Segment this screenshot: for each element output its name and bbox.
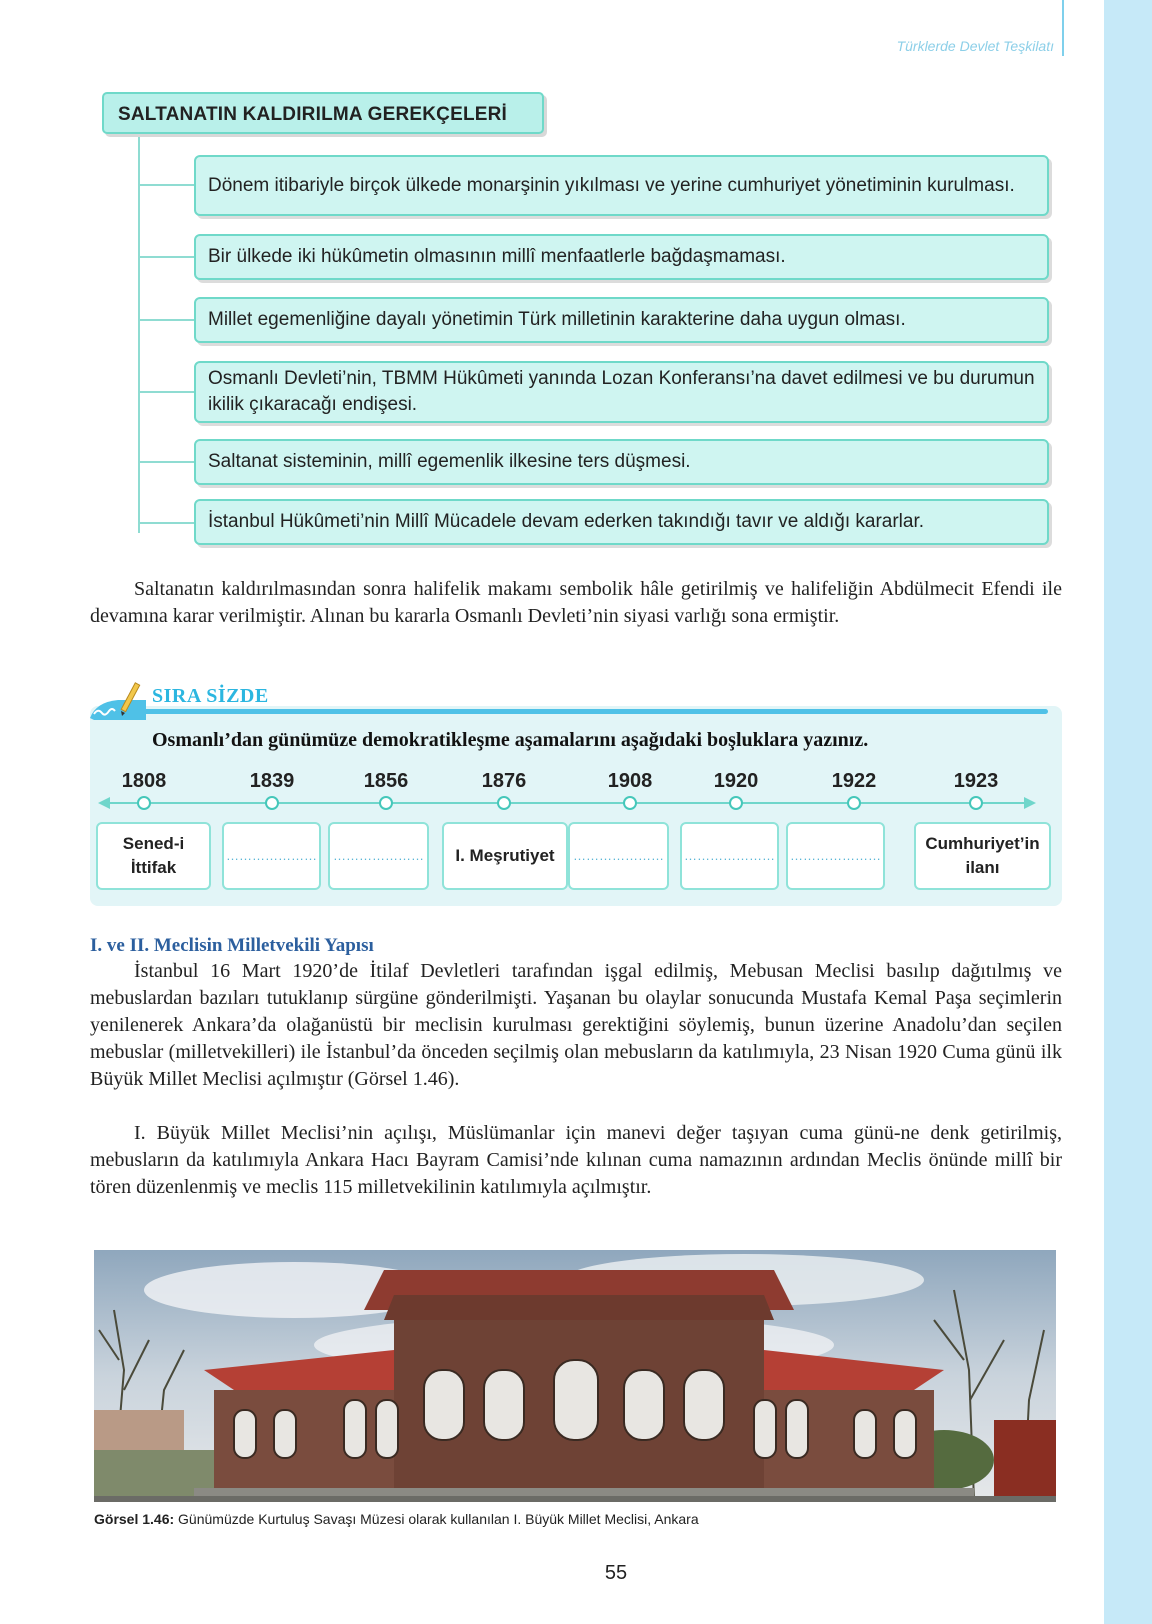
figure-label: Görsel 1.46: bbox=[94, 1511, 175, 1527]
reason-text: Saltanat sisteminin, millî egemenlik ilkesine ters düşmesi. bbox=[208, 451, 691, 472]
timeline-year: 1923 bbox=[953, 770, 999, 792]
timeline-arrow-right bbox=[1024, 797, 1036, 809]
activity-question: Osmanlı’dan günümüze demokratikleşme aşamalarını aşağıdaki boşluklara yazınız. bbox=[152, 729, 869, 751]
timeline-dot bbox=[729, 796, 743, 810]
timeline-dot bbox=[497, 796, 511, 810]
diagram-branch bbox=[139, 319, 194, 321]
timeline-blank-answer[interactable]: ………………… bbox=[680, 822, 779, 890]
body-paragraph bbox=[90, 1120, 1062, 1201]
democratization-timeline bbox=[96, 766, 1040, 906]
diagram-branch bbox=[139, 522, 194, 524]
timeline-dot bbox=[969, 796, 983, 810]
body-paragraph-text: İstanbul 16 Mart 1920’de İtilaf Devletleri tarafından işgal edilmiş, Mebusan Meclisi basılıp dağıtılmış ve mebuslardan bazıları tutuklanıp sürgüne gönderilmişti. Yaşanan bu olaylar sonucunda Mustafa Kemal Paşa seçimlerin yenilenerek Ankara’da olağanüstü bir meclisin kurulması gerektiğini söylemiş, bunun üzerine Anadolu’dan seçilen mebuslar (milletvekilleri) ile İstanbul’da önceden seçilmiş olan mebusların da katılımıyla, 23 Nisan 1920 Cuma günü ilk Büyük Millet Meclisi açılmıştır (Görsel 1.46). bbox=[90, 960, 1062, 1090]
timeline-year: 1808 bbox=[121, 770, 167, 792]
reason-text: Osmanlı Devleti’nin, TBMM Hükûmeti yanında Lozan Konferansı’na davet edilmesi ve bu durumun ikilik çıkaracağı endişesi. bbox=[208, 368, 1035, 415]
diagram-branch bbox=[139, 391, 194, 393]
timeline-event: I. Meşrutiyet bbox=[442, 822, 568, 890]
timeline-dot bbox=[379, 796, 393, 810]
timeline-blank-answer[interactable]: ………………… bbox=[328, 822, 429, 890]
reason-text: Millet egemenliğine dayalı yönetimin Türk milletinin karakterine daha uygun olması. bbox=[208, 309, 906, 330]
timeline-year: 1856 bbox=[363, 770, 409, 792]
timeline-dot bbox=[265, 796, 279, 810]
reason-item bbox=[194, 361, 1049, 423]
reason-item bbox=[194, 499, 1049, 545]
reason-text: Bir ülkede iki hükûmetin olmasının millî menfaatlerle bağdaşmaması. bbox=[208, 246, 786, 267]
timeline-event: Sened-i İttifak bbox=[96, 822, 211, 890]
diagram-branch bbox=[139, 256, 194, 258]
timeline-dot bbox=[137, 796, 151, 810]
diagram-title: SALTANATIN KALDIRILMA GEREKÇELERİ bbox=[102, 92, 544, 134]
diagram-trunk bbox=[138, 134, 140, 533]
activity-rule bbox=[96, 709, 1048, 714]
timeline-year: 1922 bbox=[831, 770, 877, 792]
running-header: Türklerde Devlet Teşkilatı bbox=[896, 38, 1054, 54]
timeline-arrow-left bbox=[98, 797, 110, 809]
body-paragraph-text: I. Büyük Millet Meclisi’nin açılışı, Müslümanlar için manevi değer taşıyan cuma günü-ne denk getirilmiş, mebusların da katılımıyla Ankara Hacı Bayram Camisi’nde kılınan cuma namazının ardından Meclis önünde millî bir tören düzenlenmiş ve meclis 115 milletvekilinin katılımıyla açılmıştır. bbox=[90, 1122, 1062, 1198]
reason-item bbox=[194, 155, 1049, 216]
timeline-dot bbox=[847, 796, 861, 810]
body-paragraph bbox=[90, 576, 1062, 630]
timeline-event: Cumhuriyet’in ilanı bbox=[914, 822, 1051, 890]
timeline-axis bbox=[108, 802, 1024, 804]
figure-caption bbox=[94, 1511, 699, 1527]
activity-label: SIRA SİZDE bbox=[152, 685, 269, 707]
timeline-year: 1839 bbox=[249, 770, 295, 792]
reason-text: Dönem itibariyle birçok ülkede monarşinin yıkılması ve yerine cumhuriyet yönetiminin kurulması. bbox=[208, 174, 1015, 196]
section-heading: I. ve II. Meclisin Milletvekili Yapısı bbox=[90, 935, 374, 956]
timeline-year: 1908 bbox=[607, 770, 653, 792]
timeline-dot bbox=[623, 796, 637, 810]
header-rule bbox=[1062, 0, 1064, 56]
reason-item bbox=[194, 297, 1049, 343]
reason-text: İstanbul Hükûmeti’nin Millî Mücadele devam ederken takındığı tavır ve aldığı kararlar. bbox=[208, 511, 925, 532]
pencil-writing-icon bbox=[88, 680, 152, 726]
diagram-branch bbox=[139, 461, 194, 463]
timeline-year: 1876 bbox=[481, 770, 527, 792]
timeline-blank-answer[interactable]: ………………… bbox=[786, 822, 885, 890]
body-paragraph-text: Saltanatın kaldırılmasından sonra halifelik makamı sembolik hâle getirilmiş ve halifeliğin Abdülmecit Efendi ile devamına karar verilmiştir. Alınan bu kararla Osmanlı Devleti’nin siyasi varlığı sona ermiştir. bbox=[90, 578, 1062, 627]
figure-caption-text: Günümüzde Kurtuluş Savaşı Müzesi olarak kullanılan I. Büyük Millet Meclisi, Ankara bbox=[174, 1511, 699, 1527]
body-paragraph bbox=[90, 958, 1062, 1093]
diagram-branch bbox=[139, 184, 194, 186]
timeline-blank-answer[interactable]: ………………… bbox=[568, 822, 669, 890]
parliament-building-photo bbox=[94, 1250, 1056, 1502]
timeline-year: 1920 bbox=[713, 770, 759, 792]
page-number: 55 bbox=[604, 1562, 628, 1584]
page-edge-bar bbox=[1104, 0, 1152, 1624]
timeline-blank-answer[interactable]: ………………… bbox=[222, 822, 321, 890]
reason-item bbox=[194, 439, 1049, 485]
reason-item bbox=[194, 234, 1049, 280]
